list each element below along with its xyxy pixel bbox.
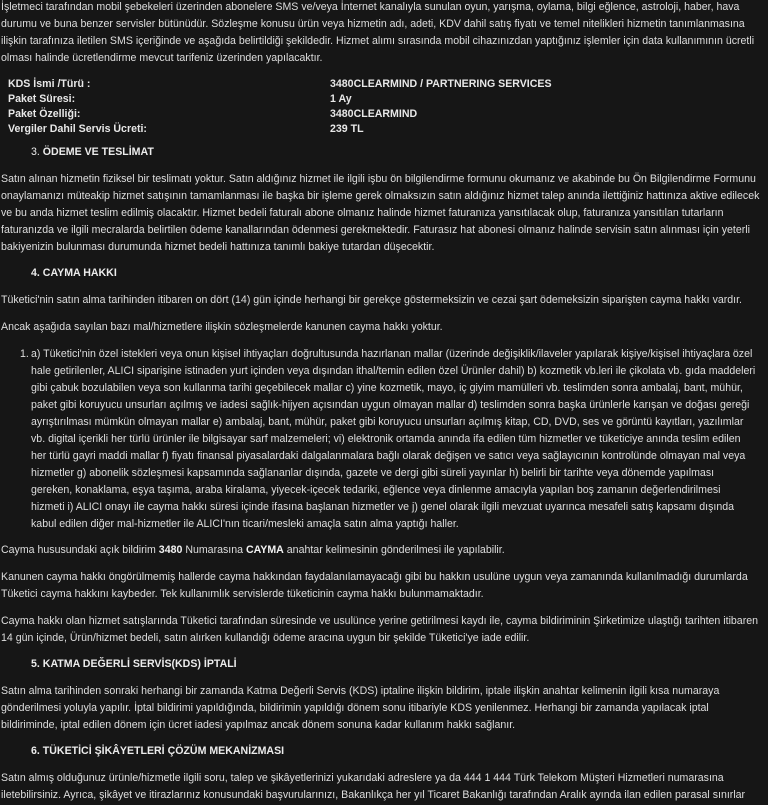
section-title: KATMA DEĞERLİ SERVİS(KDS) İPTALİ — [42, 658, 237, 670]
intro-paragraph: İşletmeci tarafından mobil şebekeleri üzerinden abonelere SMS ve/veya İnternet kanalıyla sunulan oyun, yarışma, oylama, bilgi eğlence, astroloji, haber, hava durumu ve buna benzer servisler bütünüdür. Sözleşme konusu ürün veya hizmetin adı, adeti, KDV dahil satış fiyatı ve temel nitelikleri hizmetin tanımlanmasına ilişkin tarafınıza iletilen SMS içeriğinde ve aşağıda belirtildiği şekildedir. Hizmet alımı sırasında mobil cihazınızdan yaptığınız işlemler için data kullanımının ücretli olması halinde ücretlendirme mevcut tarifeniz üzerinden yapılacaktır. — [1, 1, 755, 64]
package-duration-value: 1 Ay — [330, 93, 352, 105]
package-feature-value: 3480CLEARMIND — [330, 108, 418, 120]
exceptions-list — [1, 346, 766, 533]
package-duration-label: Paket Süresi: — [8, 93, 76, 105]
withdrawal-instruction — [1, 542, 766, 559]
keyword: CAYMA — [245, 544, 284, 556]
list-item-text: a) Tüketici'nin özel istekleri veya onun kişisel ihtiyaçları doğrultusunda hazırlanan mallar (üzerinde değişiklik/ilaveler yapılarak kişiye/kişisel ihtiyaçlara özel hale getirilenler, ALICI siparişine istinaden yurt içinden veya dışından ithal/temin edilen özel Ürünler dahil) b) kozmetik vb.leri ile çikolata vb. gıda maddeleri gibi çabuk bozulabilen veya son kullanma tarihi geçebilecek mallar c) yine kozmetik, mayo, iç giyim mamülleri vb. teslimden sonra ambalaj, bant, mühür, paket gibi koruyucu unsurları açılmış ve iadesi sağlık-hijyen açısından uygun olmayan mallar d) teslimden sonra başka ürünlerle karışan ve doğası gereği ayrıştırılması mümkün olmayan mallar e) ambalaj, bant, mühür, paket gibi koruyucu unsurları açılmış kitap, CD, DVD, ses ve görüntü kayıtları, yazılımlar vb. digital içerikli her türlü ürünler ile bilgisayar sarf malzemeleri; vi) elektronik ortamda anında ifa edilen tüm hizmetler ve tüketiciye anında teslim edilen her türlü gayri maddi mallar f) fiyatı finansal piyasalardaki dalgalanmalara bağlı olarak değişen ve satıcı veya sağlayıcının kontrolünde olmayan mal veya hizmetler g) abonelik sözleşmesi kapsamında sağlananlar dışında, gazete ve dergi gibi süreli yayınlar h) belirli bir tarihte veya dönemde yapılması gereken, konaklama, eşya taşıma, araba kiralama, yiyecek-içecek tedariki, eğlence veya dinlenme amacıyla yapılan boş zamanın değerlendirilmesi hizmeti i) ALICI onayı ile cayma hakkı süresi içinde ifasına başlanan hizmetler ve j) genel olarak ilgili mevzuat uyarınca mesafeli satış kapsamı dışında kabul edilen diğer mal-hizmetler ile ALICI'nın ticari/mesleki amaçla satın alma yaptığı haller. — [31, 348, 756, 530]
section-title: TÜKETİCİ ŞİKÂYETLERİ ÇÖZÜM MEKANİZMASI — [42, 745, 285, 757]
service-name-value: 3480CLEARMIND / PARTNERING SERVICES — [330, 78, 552, 90]
service-info-table — [8, 77, 766, 137]
section-number: 4. — [31, 267, 40, 279]
service-name-label: KDS İsmi /Türü : — [8, 78, 91, 90]
section-title: CAYMA HAKKI — [42, 267, 117, 279]
section-heading-kds-cancel — [31, 657, 766, 673]
section-title: ÖDEME VE TESLİMAT — [42, 146, 154, 158]
section-heading-payment — [31, 145, 766, 161]
service-fee-value: 239 TL — [330, 123, 364, 135]
withdrawal-text-middle: Numarasına — [182, 544, 246, 556]
section-heading-complaints — [31, 744, 766, 760]
kds-cancel-paragraph: Satın alma tarihinden sonraki herhangi bir zamanda Katma Değerli Servis (KDS) iptaline ilişkin bildirim, iptale ilişkin anahtar kelimenin ilgili kısa numaraya gönderilmesi yoluyla yapılır. İptal bildirimi yapıldığında, bildirimin yapıldığı dönem sonu itibariyle KDS yenilenmez. Herhangi bir zamanda yapılacak iptal bildiriminde, iptal edilen dönem için ücret iadesi yapılmaz ancak dönem sonuna kadar kullanım hakkı sağlanır. — [1, 685, 720, 731]
withdrawal-right-paragraph: Tüketici'nin satın alma tarihinden itibaren on dört (14) gün içinde herhangi bir gerekçe göstermeksizin ve cezai şart ödemeksizin siparişten cayma hakkı vardır. — [1, 294, 743, 306]
complaints-paragraph: Satın almış olduğunuz ürünle/hizmetle ilgili soru, talep ve şikâyetlerinizi yukarıdaki adreslere ya da 444 1 444 Türk Telekom Müşteri Hizmetleri numarasına iletebilirsiniz. Ayrıca, şikâyet ve itirazlarınız konusundaki başvurularınızı, Bakanlıkça her yıl Ticaret Bakanlığı tarafından Aralık ayında ilan edilen parasal sınırlar — [1, 772, 746, 801]
list-item-number: 1. — [20, 348, 29, 360]
payment-paragraph: Satın alınan hizmetin fiziksel bir teslimatı yoktur. Satın aldığınız hizmet ile ilgili işbu ön bilgilendirme formunu okumanız ve akabinde bu Ön Bilgilendirme Formunu onaylamanızı müteakip hizmet satışının tamamlanması ile başka bir işleme gerek olmaksızın satın aldığınız hizmet talep anında ilettiğiniz hattınıza aktive edilecek ve bu anda hizmet teslim edilmiş olacaktır. Hizmet bedeli faturalı abone olmanız halinde hizmet faturanıza yansıtılacak olup, faturanıza yansıtılan tutarların faturanızda ve ilgili mecralarda belirtilen ödeme kanallarından ödenmesi gerekmektedir. Faturasız hat abonesi olmanız halinde servisin satın alınması için yeterli bakiyenizin bulunması durumunda hizmet bedeli hattınıza tanımlı bakiye tutardan düşecektir. — [1, 173, 760, 253]
withdrawal-text-suffix: anahtar kelimesinin gönderilmesi ile yapılabilir. — [283, 544, 505, 556]
short-number: 3480 — [158, 544, 183, 556]
withdrawal-exceptions-intro: Ancak aşağıda sayılan bazı mal/hizmetlere ilişkin sözleşmelerde kanunen cayma hakkı yoktur. — [1, 321, 443, 333]
withdrawal-loss-paragraph: Kanunen cayma hakkı öngörülmemiş hallerde cayma hakkından faydalanılamayacağı gibi bu hakkın usulüne uygun veya zamanında kullanılmadığı durumlarda Tüketici cayma hakkını kaybeder. Tek kullanımlık servislerde tüketicinin cayma hakkı bulunmamaktadır. — [1, 571, 748, 600]
service-fee-label: Vergiler Dahil Servis Ücreti: — [8, 123, 147, 135]
section-number: 3. — [31, 146, 40, 158]
section-number: 5. — [31, 658, 40, 670]
package-feature-label: Paket Özelliği: — [8, 108, 81, 120]
section-number: 6. — [31, 745, 40, 757]
section-heading-withdrawal — [31, 266, 766, 282]
list-item — [1, 346, 766, 533]
withdrawal-text-prefix: Cayma hususundaki açık bildirim — [1, 544, 159, 556]
refund-paragraph: Cayma hakkı olan hizmet satışlarında Tüketici tarafından süresinde ve usulünce yerine getirilmesi kaydı ile, cayma bildiriminin Şirketimize ulaştığı tarihten itibaren 14 gün içinde, Ürün/hizmet bedeli, satın alırken kullandığı ödeme aracına uygun bir şekilde Tüketici'ye iade edilir. — [1, 615, 759, 644]
